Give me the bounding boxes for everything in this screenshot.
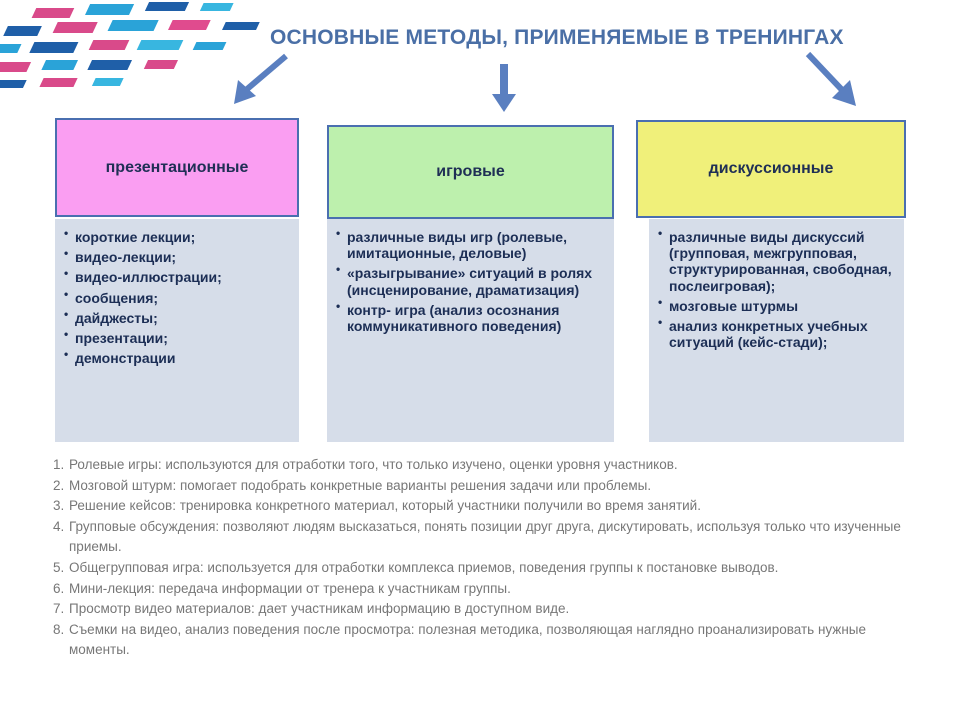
method-list [657,229,896,351]
item-number: 3. [53,498,65,514]
item-number: 8. [53,621,65,637]
column-header-label: дискуссионные [708,160,834,177]
item-text: Съемки на видео, анализ поведения после просмотра: полезная методика, позволяющая наглядно проанализировать нужные моменты. [69,621,866,658]
column-body-discussion [649,219,904,442]
item-number: 5. [53,559,65,575]
list-item: • видео-лекции; [63,249,291,265]
item-text: Мозговой штурм: помогает подобрать конкретные варианты решения задачи или проблемы. [69,477,652,493]
item-text: Общегрупповая игра: используется для отработки комплекса приемов, поведения группы к постановке выводов. [69,559,779,575]
numbered-item [50,599,930,620]
arrow-left-icon [228,52,292,108]
list-item: • презентации; [63,330,291,346]
item-number: 7. [53,601,65,617]
item-text: Групповые обсуждения: позволяют людям высказаться, понять позиции друг друга, дискутировать, используя только что изученные приемы. [69,518,901,555]
column-body-presentational [55,219,299,442]
list-item: • демонстрации [63,350,291,366]
arrow-right-icon [802,50,862,110]
method-list [335,229,606,334]
list-item: • анализ конкретных учебных ситуаций (кейс-стади); [657,318,896,350]
item-text: Мини-лекция: передача информации от тренера к участникам группы. [69,580,511,596]
numbered-item [50,558,930,579]
column-header-presentational [55,118,299,217]
numbered-item [50,517,930,558]
item-number: 4. [53,518,65,534]
column-header-discussion [636,120,906,218]
slide-title: ОСНОВНЫЕ МЕТОДЫ, ПРИМЕНЯЕМЫЕ В ТРЕНИНГАХ [270,26,844,49]
list-item: • короткие лекции; [63,229,291,245]
list-item: • различные виды дискуссий (групповая, межгрупповая, структурированная, свободная, послеигровая); [657,229,896,294]
item-text: Ролевые игры: используются для отработки того, что только изучено, оценки уровня участников. [69,457,678,472]
numbered-methods-list [50,455,930,661]
column-header-label: игровые [436,163,505,180]
list-item: • различные виды игр (ролевые, имитационные, деловые) [335,229,606,261]
numbered-item [50,579,930,600]
item-text: Решение кейсов: тренировка конкретного материал, который участники получили во время занятий. [69,498,701,514]
list-item: • сообщения; [63,290,291,306]
column-body-games [327,219,614,442]
item-number: 2. [53,477,65,493]
column-header-label: презентационные [105,158,249,176]
numbered-item [50,476,930,497]
list-item: • «разыгрывание» ситуаций в ролях (инсценирование, драматизация) [335,265,606,297]
item-number: 6. [53,580,65,596]
list-item: • мозговые штурмы [657,298,896,314]
list-item: • видео-иллюстрации; [63,269,291,285]
item-number: 1. [53,457,65,472]
list-item: • контр- игра (анализ осознания коммуникативного поведения) [335,302,606,334]
numbered-item [50,620,930,661]
numbered-item [50,496,930,517]
item-text: Просмотр видео материалов: дает участникам информацию в доступном виде. [69,601,570,617]
arrow-center-icon [490,64,518,114]
list-item: • дайджесты; [63,310,291,326]
column-header-games [327,125,614,219]
numbered-item [50,455,930,476]
method-list [63,229,291,367]
